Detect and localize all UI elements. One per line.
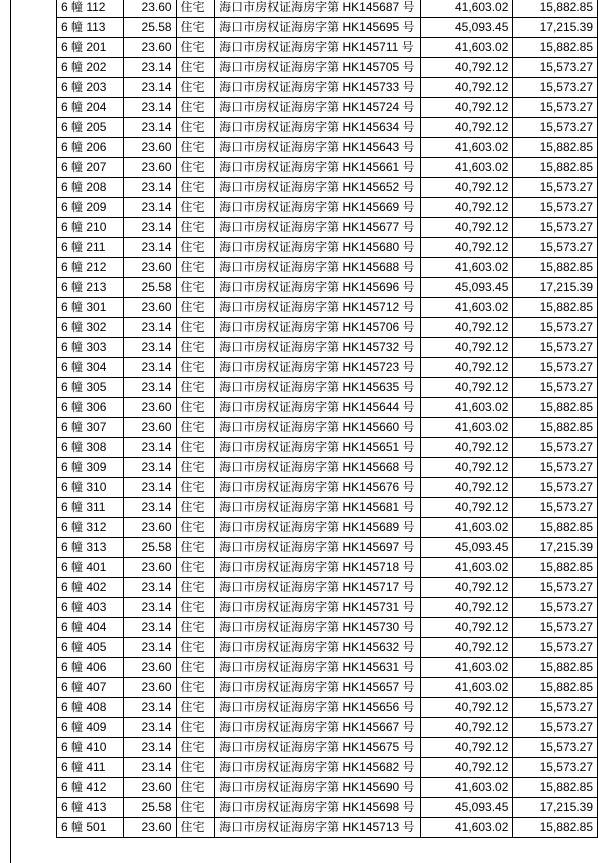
usage-cell: 住宅 <box>176 718 215 738</box>
table-row <box>57 438 598 458</box>
certificate-cell: 海口市房权证海房字第 HK145631 号 <box>215 658 421 678</box>
area-cell: 23.14 <box>123 238 176 258</box>
certificate-cell: 海口市房权证海房字第 HK145689 号 <box>215 518 421 538</box>
table-row <box>57 78 598 98</box>
certificate-cell: 海口市房权证海房字第 HK145712 号 <box>215 298 421 318</box>
certificate-cell: 海口市房权证海房字第 HK145652 号 <box>215 178 421 198</box>
total-price-cell: 40,792.12 <box>420 758 513 778</box>
certificate-cell: 海口市房权证海房字第 HK145632 号 <box>215 638 421 658</box>
unit-cell: 6 幢 212 <box>57 258 124 278</box>
unit-price-cell: 15,573.27 <box>513 378 598 398</box>
table-row <box>57 278 598 298</box>
table-row <box>57 518 598 538</box>
usage-cell: 住宅 <box>176 578 215 598</box>
table-row <box>57 338 598 358</box>
area-cell: 25.58 <box>123 18 176 38</box>
unit-cell: 6 幢 213 <box>57 278 124 298</box>
table-row <box>57 798 598 818</box>
usage-cell: 住宅 <box>176 698 215 718</box>
usage-cell: 住宅 <box>176 498 215 518</box>
area-cell: 23.60 <box>123 158 176 178</box>
area-cell: 23.14 <box>123 218 176 238</box>
unit-price-cell: 15,573.27 <box>513 98 598 118</box>
unit-cell: 6 幢 207 <box>57 158 124 178</box>
total-price-cell: 40,792.12 <box>420 118 513 138</box>
area-cell: 23.60 <box>123 658 176 678</box>
usage-cell: 住宅 <box>176 518 215 538</box>
unit-cell: 6 幢 204 <box>57 98 124 118</box>
certificate-cell: 海口市房权证海房字第 HK145681 号 <box>215 498 421 518</box>
usage-cell: 住宅 <box>176 58 215 78</box>
certificate-cell: 海口市房权证海房字第 HK145676 号 <box>215 478 421 498</box>
certificate-cell: 海口市房权证海房字第 HK145731 号 <box>215 598 421 618</box>
area-cell: 23.14 <box>123 598 176 618</box>
area-cell: 23.14 <box>123 498 176 518</box>
table-row <box>57 658 598 678</box>
unit-price-cell: 15,573.27 <box>513 758 598 778</box>
property-table-body <box>57 0 598 838</box>
unit-price-cell: 15,573.27 <box>513 58 598 78</box>
usage-cell: 住宅 <box>176 378 215 398</box>
area-cell: 25.58 <box>123 798 176 818</box>
unit-price-cell: 15,882.85 <box>513 138 598 158</box>
unit-price-cell: 17,215.39 <box>513 538 598 558</box>
unit-price-cell: 15,573.27 <box>513 318 598 338</box>
total-price-cell: 40,792.12 <box>420 738 513 758</box>
table-row <box>57 458 598 478</box>
certificate-cell: 海口市房权证海房字第 HK145680 号 <box>215 238 421 258</box>
table-row <box>57 218 598 238</box>
unit-cell: 6 幢 113 <box>57 18 124 38</box>
total-price-cell: 41,603.02 <box>420 778 513 798</box>
total-price-cell: 40,792.12 <box>420 638 513 658</box>
certificate-cell: 海口市房权证海房字第 HK145706 号 <box>215 318 421 338</box>
total-price-cell: 41,603.02 <box>420 158 513 178</box>
unit-cell: 6 幢 205 <box>57 118 124 138</box>
area-cell: 23.14 <box>123 318 176 338</box>
table-row <box>57 398 598 418</box>
usage-cell: 住宅 <box>176 318 215 338</box>
certificate-cell: 海口市房权证海房字第 HK145695 号 <box>215 18 421 38</box>
table-row <box>57 258 598 278</box>
unit-cell: 6 幢 211 <box>57 238 124 258</box>
usage-cell: 住宅 <box>176 658 215 678</box>
area-cell: 23.14 <box>123 438 176 458</box>
unit-cell: 6 幢 412 <box>57 778 124 798</box>
table-row <box>57 38 598 58</box>
unit-cell: 6 幢 409 <box>57 718 124 738</box>
usage-cell: 住宅 <box>176 458 215 478</box>
unit-cell: 6 幢 408 <box>57 698 124 718</box>
certificate-cell: 海口市房权证海房字第 HK145723 号 <box>215 358 421 378</box>
area-cell: 23.60 <box>123 558 176 578</box>
table-row <box>57 598 598 618</box>
certificate-cell: 海口市房权证海房字第 HK145718 号 <box>215 558 421 578</box>
area-cell: 23.14 <box>123 118 176 138</box>
total-price-cell: 40,792.12 <box>420 98 513 118</box>
usage-cell: 住宅 <box>176 358 215 378</box>
usage-cell: 住宅 <box>176 238 215 258</box>
unit-cell: 6 幢 311 <box>57 498 124 518</box>
certificate-cell: 海口市房权证海房字第 HK145667 号 <box>215 718 421 738</box>
area-cell: 23.14 <box>123 378 176 398</box>
area-cell: 23.60 <box>123 818 176 838</box>
certificate-cell: 海口市房权证海房字第 HK145657 号 <box>215 678 421 698</box>
certificate-cell: 海口市房权证海房字第 HK145661 号 <box>215 158 421 178</box>
table-row <box>57 718 598 738</box>
usage-cell: 住宅 <box>176 818 215 838</box>
area-cell: 25.58 <box>123 278 176 298</box>
certificate-cell: 海口市房权证海房字第 HK145635 号 <box>215 378 421 398</box>
total-price-cell: 40,792.12 <box>420 618 513 638</box>
unit-cell: 6 幢 405 <box>57 638 124 658</box>
total-price-cell: 40,792.12 <box>420 178 513 198</box>
total-price-cell: 41,603.02 <box>420 258 513 278</box>
area-cell: 23.14 <box>123 58 176 78</box>
unit-price-cell: 15,573.27 <box>513 578 598 598</box>
usage-cell: 住宅 <box>176 638 215 658</box>
certificate-cell: 海口市房权证海房字第 HK145732 号 <box>215 338 421 358</box>
unit-price-cell: 15,573.27 <box>513 198 598 218</box>
table-row <box>57 138 598 158</box>
table-row <box>57 18 598 38</box>
table-row <box>57 358 598 378</box>
table-row <box>57 498 598 518</box>
area-cell: 23.60 <box>123 38 176 58</box>
total-price-cell: 40,792.12 <box>420 338 513 358</box>
area-cell: 23.14 <box>123 198 176 218</box>
usage-cell: 住宅 <box>176 298 215 318</box>
certificate-cell: 海口市房权证海房字第 HK145677 号 <box>215 218 421 238</box>
unit-cell: 6 幢 406 <box>57 658 124 678</box>
unit-cell: 6 幢 410 <box>57 738 124 758</box>
area-cell: 23.60 <box>123 678 176 698</box>
unit-price-cell: 15,573.27 <box>513 718 598 738</box>
area-cell: 23.14 <box>123 738 176 758</box>
certificate-cell: 海口市房权证海房字第 HK145688 号 <box>215 258 421 278</box>
total-price-cell: 45,093.45 <box>420 798 513 818</box>
usage-cell: 住宅 <box>176 98 215 118</box>
area-cell: 23.60 <box>123 0 176 18</box>
certificate-cell: 海口市房权证海房字第 HK145660 号 <box>215 418 421 438</box>
table-row <box>57 618 598 638</box>
unit-price-cell: 15,573.27 <box>513 118 598 138</box>
unit-cell: 6 幢 401 <box>57 558 124 578</box>
area-cell: 23.14 <box>123 758 176 778</box>
unit-price-cell: 15,882.85 <box>513 298 598 318</box>
table-row <box>57 238 598 258</box>
total-price-cell: 40,792.12 <box>420 198 513 218</box>
table-row <box>57 538 598 558</box>
total-price-cell: 41,603.02 <box>420 658 513 678</box>
unit-price-cell: 15,573.27 <box>513 598 598 618</box>
unit-price-cell: 15,882.85 <box>513 678 598 698</box>
certificate-cell: 海口市房权证海房字第 HK145675 号 <box>215 738 421 758</box>
unit-price-cell: 17,215.39 <box>513 18 598 38</box>
area-cell: 23.14 <box>123 478 176 498</box>
total-price-cell: 40,792.12 <box>420 238 513 258</box>
table-row <box>57 558 598 578</box>
usage-cell: 住宅 <box>176 558 215 578</box>
unit-price-cell: 15,882.85 <box>513 258 598 278</box>
area-cell: 23.14 <box>123 638 176 658</box>
unit-cell: 6 幢 209 <box>57 198 124 218</box>
unit-price-cell: 15,882.85 <box>513 0 598 18</box>
unit-cell: 6 幢 402 <box>57 578 124 598</box>
area-cell: 23.14 <box>123 98 176 118</box>
total-price-cell: 40,792.12 <box>420 718 513 738</box>
area-cell: 23.60 <box>123 778 176 798</box>
table-row <box>57 578 598 598</box>
table-row <box>57 298 598 318</box>
usage-cell: 住宅 <box>176 278 215 298</box>
usage-cell: 住宅 <box>176 478 215 498</box>
usage-cell: 住宅 <box>176 18 215 38</box>
unit-price-cell: 15,573.27 <box>513 178 598 198</box>
area-cell: 23.60 <box>123 258 176 278</box>
unit-cell: 6 幢 309 <box>57 458 124 478</box>
area-cell: 23.14 <box>123 618 176 638</box>
unit-cell: 6 幢 403 <box>57 598 124 618</box>
table-row <box>57 818 598 838</box>
usage-cell: 住宅 <box>176 738 215 758</box>
total-price-cell: 45,093.45 <box>420 18 513 38</box>
usage-cell: 住宅 <box>176 178 215 198</box>
unit-cell: 6 幢 404 <box>57 618 124 638</box>
table-row <box>57 418 598 438</box>
table-row <box>57 98 598 118</box>
unit-cell: 6 幢 202 <box>57 58 124 78</box>
area-cell: 23.14 <box>123 338 176 358</box>
unit-cell: 6 幢 210 <box>57 218 124 238</box>
unit-price-cell: 15,573.27 <box>513 338 598 358</box>
table-row <box>57 178 598 198</box>
unit-price-cell: 15,573.27 <box>513 218 598 238</box>
table-row <box>57 58 598 78</box>
unit-cell: 6 幢 306 <box>57 398 124 418</box>
total-price-cell: 41,603.02 <box>420 418 513 438</box>
total-price-cell: 40,792.12 <box>420 598 513 618</box>
usage-cell: 住宅 <box>176 798 215 818</box>
certificate-cell: 海口市房权证海房字第 HK145687 号 <box>215 0 421 18</box>
total-price-cell: 41,603.02 <box>420 138 513 158</box>
unit-price-cell: 15,573.27 <box>513 698 598 718</box>
unit-price-cell: 15,882.85 <box>513 38 598 58</box>
certificate-cell: 海口市房权证海房字第 HK145668 号 <box>215 458 421 478</box>
certificate-cell: 海口市房权证海房字第 HK145717 号 <box>215 578 421 598</box>
certificate-cell: 海口市房权证海房字第 HK145634 号 <box>215 118 421 138</box>
usage-cell: 住宅 <box>176 678 215 698</box>
unit-price-cell: 15,573.27 <box>513 358 598 378</box>
unit-cell: 6 幢 305 <box>57 378 124 398</box>
unit-cell: 6 幢 312 <box>57 518 124 538</box>
area-cell: 25.58 <box>123 538 176 558</box>
unit-cell: 6 幢 112 <box>57 0 124 18</box>
unit-price-cell: 15,573.27 <box>513 738 598 758</box>
unit-price-cell: 15,573.27 <box>513 238 598 258</box>
area-cell: 23.60 <box>123 418 176 438</box>
unit-price-cell: 15,573.27 <box>513 78 598 98</box>
total-price-cell: 40,792.12 <box>420 458 513 478</box>
certificate-cell: 海口市房权证海房字第 HK145644 号 <box>215 398 421 418</box>
area-cell: 23.60 <box>123 138 176 158</box>
total-price-cell: 41,603.02 <box>420 678 513 698</box>
unit-price-cell: 15,573.27 <box>513 458 598 478</box>
unit-cell: 6 幢 310 <box>57 478 124 498</box>
usage-cell: 住宅 <box>176 78 215 98</box>
unit-cell: 6 幢 501 <box>57 818 124 838</box>
unit-cell: 6 幢 201 <box>57 38 124 58</box>
unit-cell: 6 幢 304 <box>57 358 124 378</box>
unit-price-cell: 15,573.27 <box>513 498 598 518</box>
table-row <box>57 698 598 718</box>
certificate-cell: 海口市房权证海房字第 HK145697 号 <box>215 538 421 558</box>
unit-price-cell: 17,215.39 <box>513 798 598 818</box>
certificate-cell: 海口市房权证海房字第 HK145669 号 <box>215 198 421 218</box>
usage-cell: 住宅 <box>176 138 215 158</box>
usage-cell: 住宅 <box>176 538 215 558</box>
unit-cell: 6 幢 203 <box>57 78 124 98</box>
area-cell: 23.14 <box>123 78 176 98</box>
area-cell: 23.60 <box>123 518 176 538</box>
table-row <box>57 638 598 658</box>
total-price-cell: 40,792.12 <box>420 58 513 78</box>
usage-cell: 住宅 <box>176 758 215 778</box>
unit-price-cell: 15,882.85 <box>513 658 598 678</box>
certificate-cell: 海口市房权证海房字第 HK145651 号 <box>215 438 421 458</box>
unit-cell: 6 幢 308 <box>57 438 124 458</box>
certificate-cell: 海口市房权证海房字第 HK145682 号 <box>215 758 421 778</box>
table-row <box>57 738 598 758</box>
unit-cell: 6 幢 208 <box>57 178 124 198</box>
usage-cell: 住宅 <box>176 418 215 438</box>
total-price-cell: 40,792.12 <box>420 218 513 238</box>
area-cell: 23.14 <box>123 698 176 718</box>
total-price-cell: 41,603.02 <box>420 518 513 538</box>
area-cell: 23.14 <box>123 458 176 478</box>
table-row <box>57 758 598 778</box>
total-price-cell: 40,792.12 <box>420 318 513 338</box>
total-price-cell: 40,792.12 <box>420 478 513 498</box>
unit-cell: 6 幢 411 <box>57 758 124 778</box>
area-cell: 23.14 <box>123 718 176 738</box>
usage-cell: 住宅 <box>176 198 215 218</box>
unit-price-cell: 15,882.85 <box>513 158 598 178</box>
total-price-cell: 40,792.12 <box>420 358 513 378</box>
total-price-cell: 41,603.02 <box>420 0 513 18</box>
certificate-cell: 海口市房权证海房字第 HK145730 号 <box>215 618 421 638</box>
certificate-cell: 海口市房权证海房字第 HK145696 号 <box>215 278 421 298</box>
unit-price-cell: 15,882.85 <box>513 398 598 418</box>
table-row <box>57 118 598 138</box>
total-price-cell: 41,603.02 <box>420 38 513 58</box>
usage-cell: 住宅 <box>176 438 215 458</box>
unit-cell: 6 幢 307 <box>57 418 124 438</box>
certificate-cell: 海口市房权证海房字第 HK145643 号 <box>215 138 421 158</box>
total-price-cell: 45,093.45 <box>420 278 513 298</box>
certificate-cell: 海口市房权证海房字第 HK145713 号 <box>215 818 421 838</box>
unit-price-cell: 15,573.27 <box>513 638 598 658</box>
table-row <box>57 158 598 178</box>
usage-cell: 住宅 <box>176 218 215 238</box>
table-row <box>57 198 598 218</box>
unit-price-cell: 15,882.85 <box>513 518 598 538</box>
unit-price-cell: 15,573.27 <box>513 438 598 458</box>
usage-cell: 住宅 <box>176 38 215 58</box>
unit-price-cell: 15,882.85 <box>513 558 598 578</box>
unit-cell: 6 幢 413 <box>57 798 124 818</box>
unit-cell: 6 幢 302 <box>57 318 124 338</box>
total-price-cell: 40,792.12 <box>420 438 513 458</box>
area-cell: 23.60 <box>123 398 176 418</box>
usage-cell: 住宅 <box>176 338 215 358</box>
certificate-cell: 海口市房权证海房字第 HK145656 号 <box>215 698 421 718</box>
table-row <box>57 478 598 498</box>
certificate-cell: 海口市房权证海房字第 HK145724 号 <box>215 98 421 118</box>
total-price-cell: 41,603.02 <box>420 818 513 838</box>
area-cell: 23.14 <box>123 358 176 378</box>
usage-cell: 住宅 <box>176 158 215 178</box>
unit-cell: 6 幢 407 <box>57 678 124 698</box>
usage-cell: 住宅 <box>176 598 215 618</box>
area-cell: 23.14 <box>123 578 176 598</box>
table-row <box>57 0 598 18</box>
area-cell: 23.60 <box>123 298 176 318</box>
certificate-cell: 海口市房权证海房字第 HK145698 号 <box>215 798 421 818</box>
total-price-cell: 40,792.12 <box>420 378 513 398</box>
total-price-cell: 41,603.02 <box>420 398 513 418</box>
unit-price-cell: 15,573.27 <box>513 618 598 638</box>
certificate-cell: 海口市房权证海房字第 HK145711 号 <box>215 38 421 58</box>
unit-price-cell: 15,882.85 <box>513 418 598 438</box>
total-price-cell: 45,093.45 <box>420 538 513 558</box>
unit-cell: 6 幢 313 <box>57 538 124 558</box>
area-cell: 23.14 <box>123 178 176 198</box>
total-price-cell: 40,792.12 <box>420 698 513 718</box>
certificate-cell: 海口市房权证海房字第 HK145705 号 <box>215 58 421 78</box>
table-row <box>57 678 598 698</box>
total-price-cell: 40,792.12 <box>420 498 513 518</box>
usage-cell: 住宅 <box>176 0 215 18</box>
usage-cell: 住宅 <box>176 118 215 138</box>
usage-cell: 住宅 <box>176 778 215 798</box>
total-price-cell: 41,603.02 <box>420 298 513 318</box>
certificate-cell: 海口市房权证海房字第 HK145690 号 <box>215 778 421 798</box>
property-table <box>56 0 598 838</box>
usage-cell: 住宅 <box>176 258 215 278</box>
total-price-cell: 41,603.02 <box>420 558 513 578</box>
unit-cell: 6 幢 301 <box>57 298 124 318</box>
unit-cell: 6 幢 206 <box>57 138 124 158</box>
unit-cell: 6 幢 303 <box>57 338 124 358</box>
unit-price-cell: 15,573.27 <box>513 478 598 498</box>
table-row <box>57 378 598 398</box>
usage-cell: 住宅 <box>176 618 215 638</box>
unit-price-cell: 15,882.85 <box>513 818 598 838</box>
usage-cell: 住宅 <box>176 398 215 418</box>
page-left-border <box>10 0 11 863</box>
table-row <box>57 318 598 338</box>
total-price-cell: 40,792.12 <box>420 578 513 598</box>
table-row <box>57 778 598 798</box>
unit-price-cell: 15,882.85 <box>513 778 598 798</box>
certificate-cell: 海口市房权证海房字第 HK145733 号 <box>215 78 421 98</box>
total-price-cell: 40,792.12 <box>420 78 513 98</box>
unit-price-cell: 17,215.39 <box>513 278 598 298</box>
